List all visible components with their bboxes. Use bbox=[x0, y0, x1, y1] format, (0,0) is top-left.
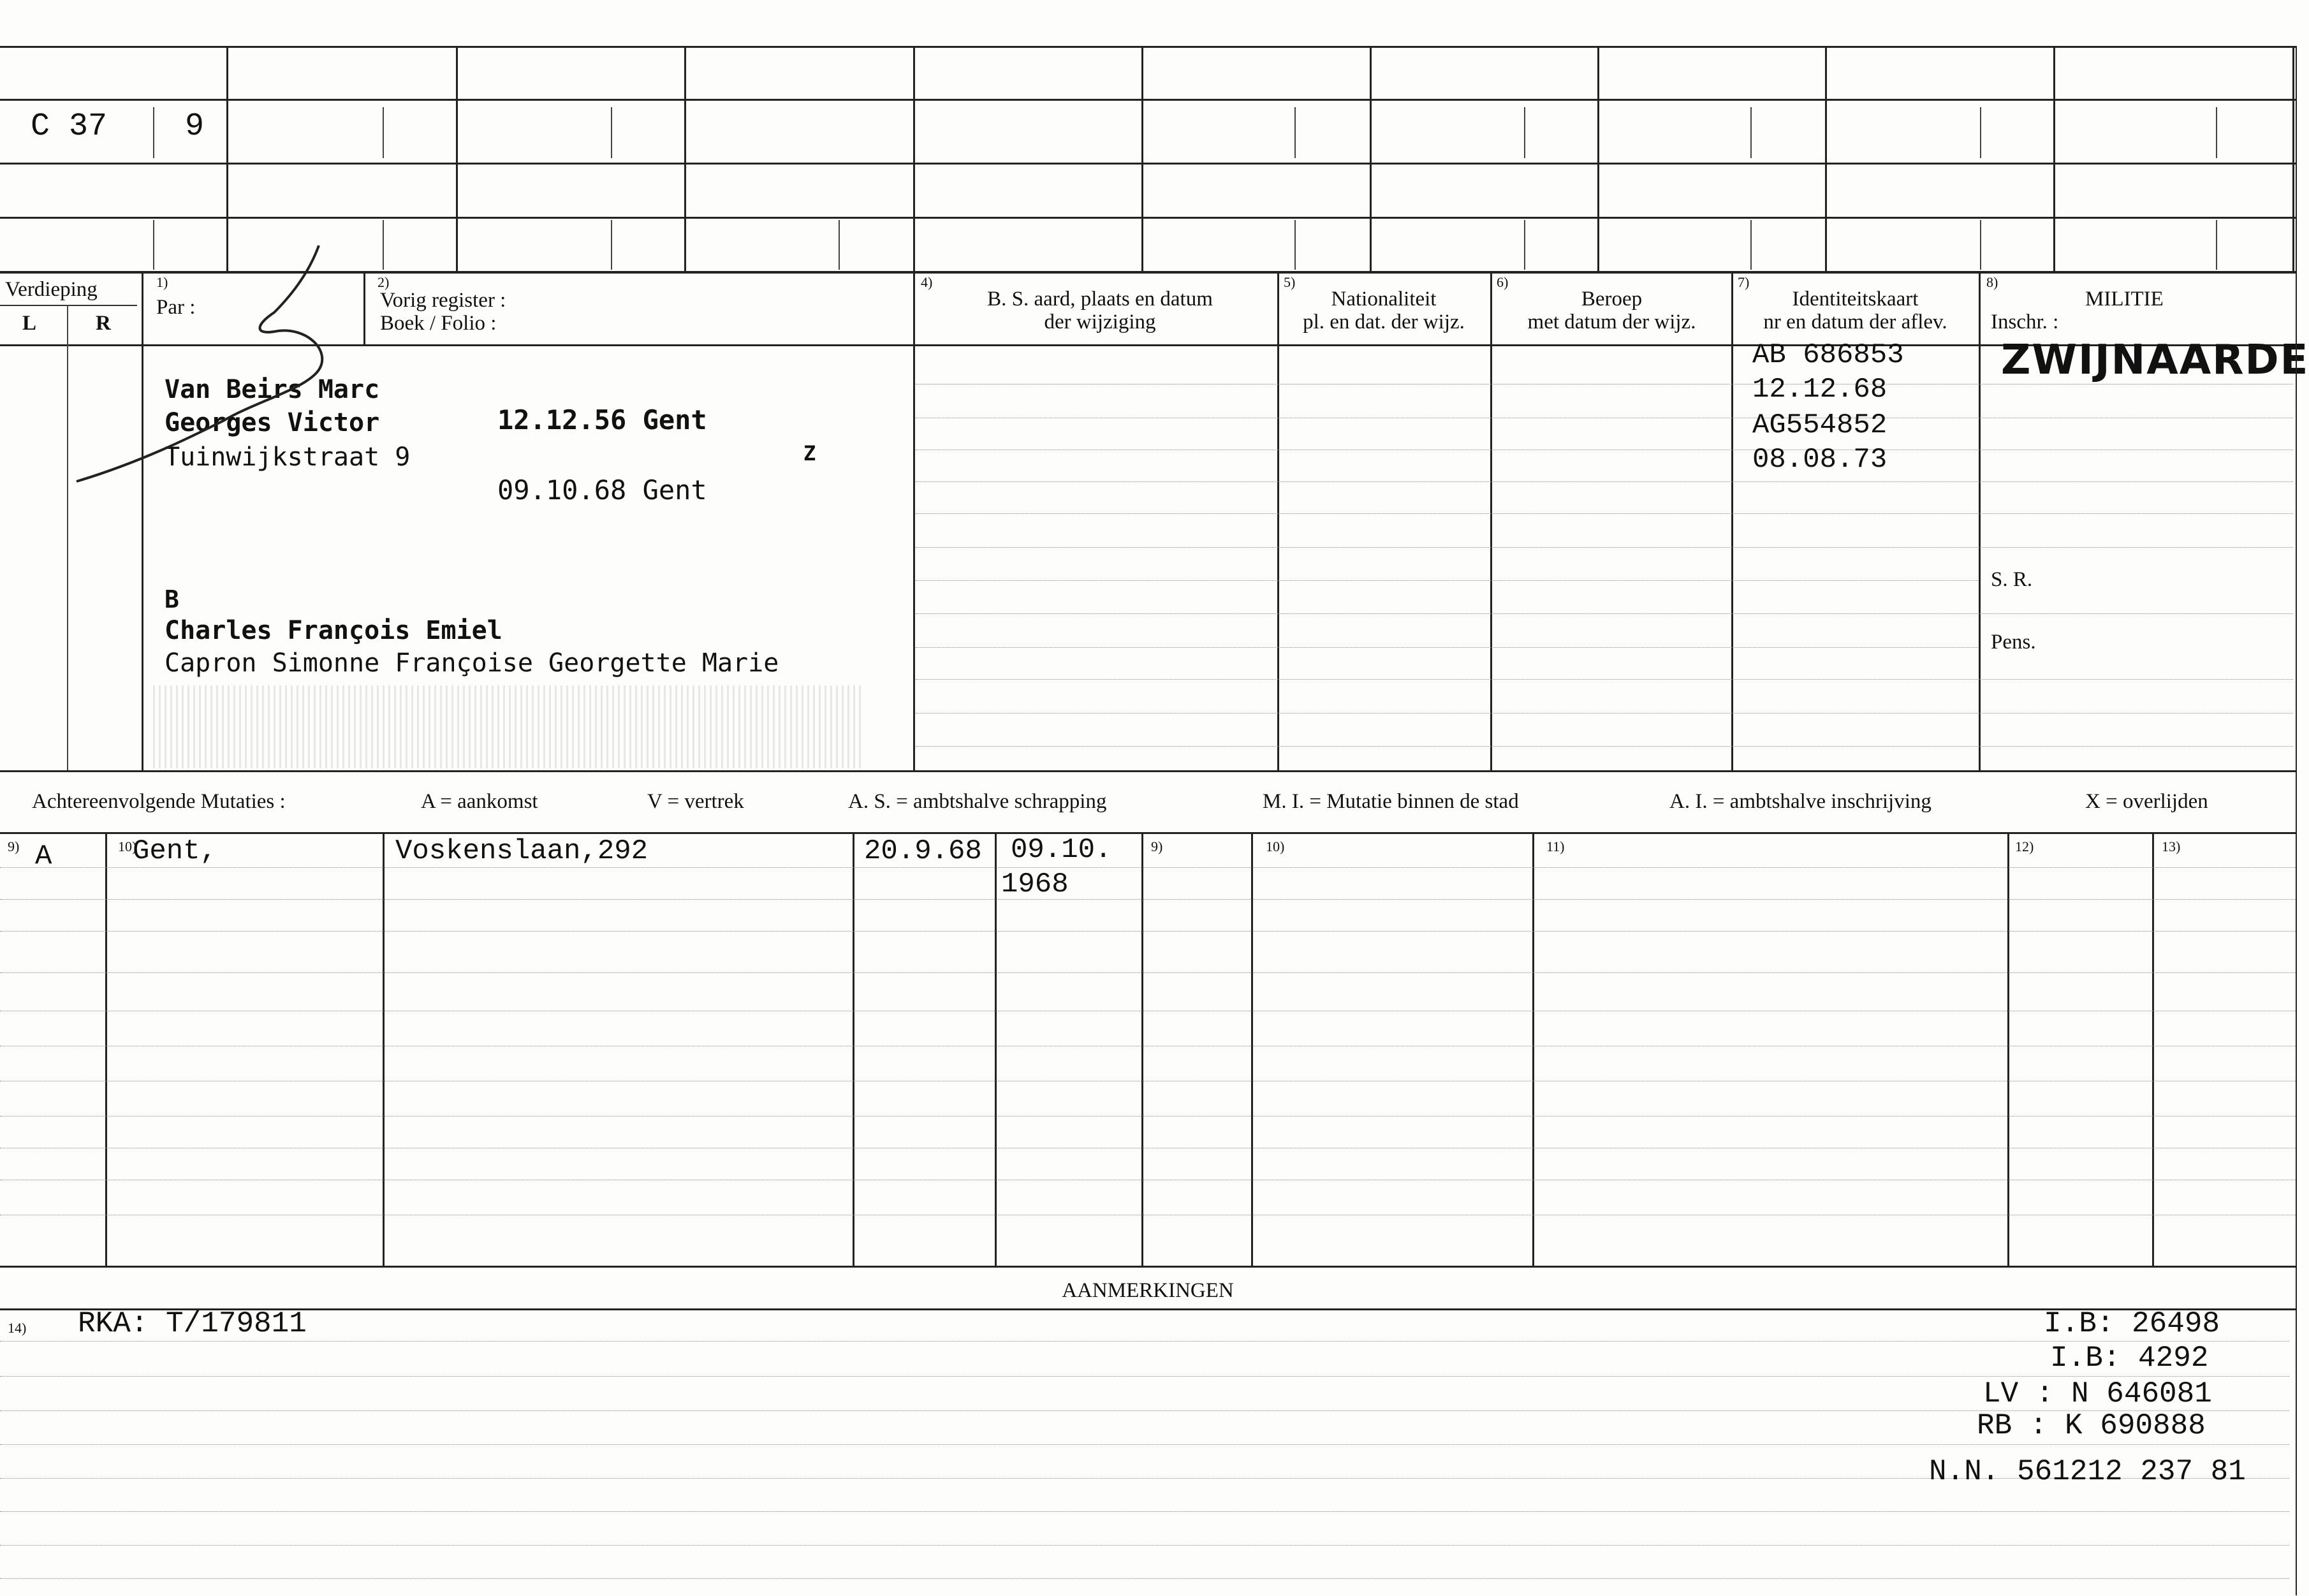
grid-line bbox=[2292, 46, 2294, 272]
remarks-rb: RB : K 690888 bbox=[1977, 1409, 2206, 1442]
grid-line bbox=[2053, 46, 2055, 272]
field-number: 9) bbox=[1151, 838, 1163, 854]
remarks-ib1: I.B: 26498 bbox=[2044, 1307, 2220, 1340]
legend-ai: A. I. = ambtshalve inschrijving bbox=[1669, 790, 1931, 813]
remarks-nn: N.N. 561212 237 81 bbox=[1929, 1455, 2246, 1488]
legend-top-line bbox=[0, 770, 2296, 772]
field-number: 5) bbox=[1284, 274, 1296, 290]
beroep-label-2: met datum der wijz. bbox=[1527, 311, 1696, 333]
remarks-title: AANMERKINGEN bbox=[1062, 1279, 1234, 1302]
grid-line bbox=[684, 46, 686, 272]
mutation-date2: 09.10. bbox=[1011, 834, 1112, 866]
top-number: 9 bbox=[185, 108, 205, 145]
col-l-label: L bbox=[22, 312, 37, 335]
legend-as: A. S. = ambtshalve schrapping bbox=[848, 790, 1107, 813]
person-z: Z bbox=[803, 441, 816, 465]
grid-line bbox=[0, 271, 2296, 274]
person-street: Tuinwijkstraat 9 bbox=[165, 443, 411, 472]
grid-line bbox=[0, 46, 2296, 48]
verdieping-label: Verdieping bbox=[5, 278, 98, 301]
field-number: 6) bbox=[1497, 274, 1509, 290]
grid-line bbox=[1825, 46, 1827, 272]
person-birth: 12.12.56 Gent bbox=[497, 404, 707, 436]
top-code: C 37 bbox=[31, 108, 108, 145]
field-number: 2) bbox=[378, 274, 390, 290]
person-name: Van Beirs Marc bbox=[165, 375, 380, 404]
remarks-lv: LV : N 646081 bbox=[1983, 1377, 2212, 1410]
field-number: 10) bbox=[118, 838, 137, 854]
field-number: 8) bbox=[1986, 274, 1998, 290]
id-card-entry: AG554852 bbox=[1752, 409, 1888, 441]
col-divider bbox=[1490, 273, 1492, 770]
col-divider bbox=[363, 273, 365, 344]
field-number: 12) bbox=[2015, 838, 2034, 854]
beroep-label-1: Beroep bbox=[1581, 288, 1643, 311]
person-given-names: Georges Victor bbox=[165, 408, 380, 437]
field-number: 7) bbox=[1738, 274, 1750, 290]
grid-line bbox=[913, 46, 915, 272]
handwritten-checkmark-icon bbox=[64, 236, 344, 491]
col-r-label: R bbox=[96, 312, 111, 335]
id-label-2: nr en datum der aflev. bbox=[1763, 311, 1947, 333]
nat-label-1: Nationaliteit bbox=[1331, 288, 1437, 311]
bs-label-1: B. S. aard, plaats en datum bbox=[987, 288, 1213, 311]
id-card-entry: AB 686853 bbox=[1752, 339, 1904, 371]
person-date2: 09.10.68 Gent bbox=[497, 474, 707, 506]
bs-label-2: der wijziging bbox=[1044, 311, 1156, 333]
remarks-title-line bbox=[0, 1308, 2296, 1310]
mutation-city: Gent, bbox=[133, 835, 217, 867]
grid-line bbox=[1141, 46, 1143, 272]
scan-noise bbox=[153, 685, 861, 768]
sr-label: S. R. bbox=[1991, 568, 2033, 591]
field-number: 10) bbox=[1266, 838, 1285, 854]
person-b: B bbox=[165, 585, 179, 613]
grid-line bbox=[1370, 46, 1372, 272]
vorig-register-label: Vorig register : bbox=[380, 289, 506, 312]
legend-x: X = overlijden bbox=[2085, 790, 2208, 813]
boek-folio-label: Boek / Folio : bbox=[380, 312, 497, 335]
col-divider bbox=[1979, 273, 1981, 770]
pens-label: Pens. bbox=[1991, 631, 2036, 654]
remarks-ib2: I.B: 4292 bbox=[2050, 1342, 2209, 1375]
mutation-year: 1968 bbox=[1001, 868, 1069, 900]
grid-line bbox=[0, 163, 2296, 165]
inschr-label: Inschr. : bbox=[1991, 311, 2059, 333]
person-father: Charles François Emiel bbox=[165, 616, 502, 645]
col-divider bbox=[1277, 273, 1279, 770]
legend-a: A = aankomst bbox=[421, 790, 538, 813]
field-number: 1) bbox=[156, 274, 168, 290]
remarks-rka: RKA: T/179811 bbox=[78, 1307, 307, 1340]
mutation-address: Voskenslaan,292 bbox=[395, 835, 649, 867]
militie-stamp: ZWIJNAARDE bbox=[2001, 337, 2309, 384]
legend-title: Achtereenvolgende Mutaties : bbox=[32, 790, 286, 813]
col-divider bbox=[1731, 273, 1733, 770]
col-divider bbox=[913, 273, 915, 770]
field-number: 14) bbox=[8, 1320, 27, 1336]
person-mother: Capron Simonne Françoise Georgette Marie bbox=[165, 648, 779, 678]
id-label-1: Identiteitskaart bbox=[1792, 288, 1919, 311]
id-card-entry: 08.08.73 bbox=[1752, 444, 1888, 476]
legend-v: V = vertrek bbox=[647, 790, 744, 813]
grid-line bbox=[1597, 46, 1599, 272]
field-number: 4) bbox=[921, 274, 933, 290]
right-border bbox=[2296, 46, 2297, 1595]
nat-label-2: pl. en dat. der wijz. bbox=[1303, 311, 1465, 333]
id-card-entry: 12.12.68 bbox=[1752, 374, 1888, 406]
mutation-date1: 20.9.68 bbox=[864, 835, 982, 867]
header-bottom-line bbox=[0, 344, 2296, 346]
grid-line bbox=[456, 46, 458, 272]
field-number: 9) bbox=[8, 838, 20, 854]
mutation-type: A bbox=[35, 840, 52, 872]
legend-mi: M. I. = Mutatie binnen de stad bbox=[1263, 790, 1519, 813]
grid-line bbox=[0, 99, 2296, 101]
militie-label: MILITIE bbox=[2085, 288, 2164, 311]
field-number: 11) bbox=[1546, 838, 1565, 854]
field-number: 13) bbox=[2162, 838, 2181, 854]
remarks-top-line bbox=[0, 1266, 2296, 1268]
grid-line bbox=[0, 217, 2296, 219]
legend-bottom-line bbox=[0, 832, 2296, 834]
par-label: Par : bbox=[156, 296, 196, 319]
